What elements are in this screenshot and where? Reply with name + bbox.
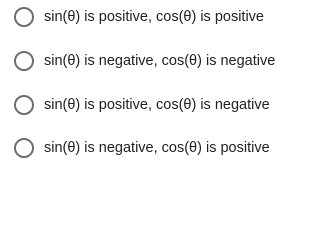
radio-button-icon[interactable] (14, 138, 34, 158)
radio-button-icon[interactable] (14, 7, 34, 27)
answer-option-1[interactable] (14, 4, 264, 30)
answer-option-label: sin(θ) is positive, cos(θ) is negative (44, 97, 270, 113)
answer-option-3[interactable] (14, 92, 270, 118)
answer-option-label: sin(θ) is positive, cos(θ) is positive (44, 9, 264, 25)
radio-button-icon[interactable] (14, 51, 34, 71)
answer-option-label: sin(θ) is negative, cos(θ) is positive (44, 140, 270, 156)
radio-button-icon[interactable] (14, 95, 34, 115)
answer-option-2[interactable] (14, 48, 275, 74)
answer-option-4[interactable] (14, 135, 270, 161)
answer-option-label: sin(θ) is negative, cos(θ) is negative (44, 53, 276, 69)
